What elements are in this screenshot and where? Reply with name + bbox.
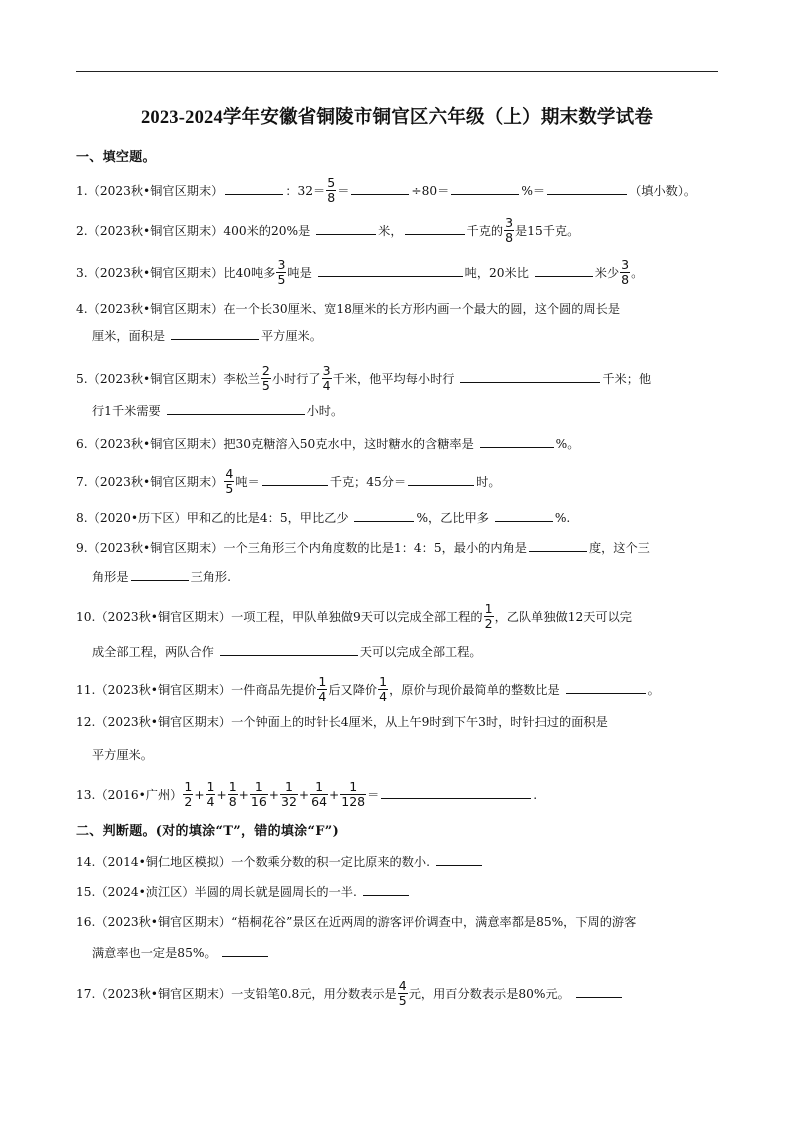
answer-blank[interactable] [529, 537, 587, 552]
question-2: 2.（2023秋•铜官区期末）400米的20%是 米， 千克的 $\frac{3}{8}$ 是15千克。 [76, 215, 580, 245]
fraction: $\frac{1}{128}$ [341, 779, 366, 809]
question-source: （2023秋•铜官区期末） [95, 609, 232, 624]
answer-blank[interactable] [566, 679, 646, 694]
question-source: （2023秋•铜官区期末） [87, 371, 224, 386]
answer-blank[interactable] [405, 220, 465, 235]
fraction: $\frac{1}{2}$ [184, 779, 193, 809]
question-11: 11.（2023秋•铜官区期末）一件商品先提价 $\frac{1}{4}$ 后又降价 $\frac{1}{4}$ ，原价与现价最简单的整数比是 。 [76, 674, 660, 704]
section-true-false-heading: 二、判断题。(对的填涂“T”，错的填涂“F”) [76, 824, 340, 839]
question-9: 9.（2023秋•铜官区期末）一个三角形三个内角度数的比是1：4：5，最小的内角是 度，这个三 [76, 537, 718, 557]
plus-sign: + [238, 787, 249, 802]
fraction: $\frac{4}{5}$ [398, 978, 407, 1008]
question-4-cont: 厘米，面积是 平方厘米。 [92, 325, 322, 345]
question-12-cont: 平方厘米。 [92, 748, 153, 762]
question-1: 1.（2023秋•铜官区期末） ：32＝ $\frac{5}{8}$ ＝ ÷80＝ %＝ （填小数）。 [76, 175, 697, 205]
fraction: $\frac{1}{4}$ [206, 779, 215, 809]
answer-blank[interactable] [480, 433, 554, 448]
fraction: $\frac{2}{5}$ [261, 363, 270, 393]
question-4: 4.（2023秋•铜官区期末）在一个长30厘米、宽18厘米的长方形内画一个最大的圆，这个圆的周长是 [76, 302, 621, 316]
answer-blank[interactable] [436, 851, 482, 866]
question-source: （2023秋•铜官区期末） [87, 223, 224, 238]
question-15: 15.（2024•浈江区）半圆的周长就是圆周长的一半. [76, 881, 718, 901]
fraction: $\frac{1}{16}$ [250, 779, 267, 809]
fraction: $\frac{1}{32}$ [281, 779, 297, 809]
question-12: 12.（2023秋•铜官区期末）一个钟面上的时针长4厘米，从上午9时到下午3时，时针扫过的面积是 [76, 715, 608, 729]
question-14: 14.（2014•铜仁地区模拟）一个数乘分数的积一定比原来的数小. [76, 851, 718, 871]
question-source: （2023秋•铜官区期末） [95, 986, 232, 1001]
answer-blank[interactable] [547, 180, 627, 195]
question-source: （2023秋•铜官区期末） [87, 183, 224, 198]
question-3: 3.（2023秋•铜官区期末）比40吨多 $\frac{3}{5}$ 吨是 吨，20米比 米少 $\frac{3}{8}$ 。 [76, 257, 644, 287]
plus-sign: + [216, 787, 227, 802]
question-source: （2023秋•铜官区期末） [87, 474, 224, 489]
question-9-cont: 角形是 三角形. [92, 566, 231, 586]
question-5: 5.（2023秋•铜官区期末）李松兰 $\frac{2}{5}$ 小时行了 $\frac{3}{4}$ 千米，他平均每小时行 千米；他 [76, 363, 652, 393]
fraction: $\frac{1}{8}$ [228, 779, 237, 809]
fraction: $\frac{1}{64}$ [311, 779, 328, 809]
plus-sign: + [298, 787, 310, 802]
answer-blank[interactable] [225, 180, 283, 195]
answer-blank[interactable] [408, 471, 474, 486]
answer-blank[interactable] [220, 641, 358, 656]
answer-blank[interactable] [354, 507, 414, 522]
answer-blank[interactable] [318, 262, 463, 277]
plus-sign: + [268, 787, 279, 802]
question-13: 13.（2016•广州） $\frac{1}{2}$ + $\frac{1}{4}$ + $\frac{1}{8}$ + $\frac{1}{16}$ + $\frac{1}{32}$ + $\frac{1}{64}$ + $\frac{1}{128}$ ＝ . [76, 779, 538, 809]
answer-blank[interactable] [131, 566, 189, 581]
question-10: 10.（2023秋•铜官区期末）一项工程，甲队单独做9天可以完成全部工程的 $\frac{1}{2}$ ，乙队单独做12天可以完 [76, 601, 632, 631]
answer-blank[interactable] [381, 784, 531, 799]
answer-blank[interactable] [576, 983, 622, 998]
fraction: $\frac{4}{5}$ [225, 466, 234, 496]
fraction: $\frac{3}{8}$ [621, 257, 630, 287]
fraction: $\frac{5}{8}$ [327, 175, 336, 205]
question-source: （2023秋•铜官区期末） [95, 915, 232, 929]
header-rule [76, 71, 718, 72]
question-source: （2023秋•铜官区期末） [87, 541, 224, 555]
fraction: $\frac{1}{4}$ [379, 674, 388, 704]
question-source: （2024•浈江区） [95, 885, 195, 899]
answer-blank[interactable] [316, 220, 376, 235]
fraction: $\frac{3}{5}$ [277, 257, 286, 287]
answer-blank[interactable] [535, 262, 593, 277]
fraction-sum [182, 779, 367, 809]
answer-blank[interactable] [351, 180, 409, 195]
fraction: $\frac{1}{4}$ [318, 674, 327, 704]
question-source: （2023秋•铜官区期末） [87, 265, 224, 280]
answer-blank[interactable] [262, 471, 328, 486]
question-8: 8.（2020•历下区）甲和乙的比是4：5，甲比乙少 %，乙比甲多 %. [76, 507, 718, 527]
question-source: （2020•历下区） [87, 511, 187, 525]
answer-blank[interactable] [363, 881, 409, 896]
question-source: （2014•铜仁地区模拟） [95, 855, 232, 869]
question-source: （2016•广州） [95, 787, 183, 802]
plus-sign: + [194, 787, 205, 802]
question-10-cont: 成全部工程，两队合作 天可以完成全部工程。 [92, 641, 482, 661]
answer-blank[interactable] [495, 507, 553, 522]
question-16-cont: 满意率也一定是85%。 [92, 942, 270, 962]
question-6: 6.（2023秋•铜官区期末）把30克糖溶入50克水中，这时糖水的含糖率是 %。 [76, 433, 718, 453]
fraction: $\frac{3}{8}$ [505, 215, 514, 245]
question-source: （2023秋•铜官区期末） [95, 682, 232, 697]
plus-sign: + [329, 787, 340, 802]
question-number: 1. [76, 183, 88, 198]
fraction: $\frac{3}{4}$ [322, 363, 331, 393]
question-source: （2023秋•铜官区期末） [87, 437, 224, 451]
question-source: （2023秋•铜官区期末） [87, 302, 224, 316]
answer-blank[interactable] [167, 400, 305, 415]
answer-blank[interactable] [171, 325, 259, 340]
question-16: 16.（2023秋•铜官区期末）“梧桐花谷”景区在近两周的游客评价调查中，满意率都是85%，下周的游客 [76, 915, 637, 929]
question-17: 17.（2023秋•铜官区期末）一支铅笔0.8元，用分数表示是 $\frac{4}{5}$ 元，用百分数表示是80%元。 [76, 980, 718, 1000]
answer-blank[interactable] [460, 368, 600, 383]
question-7: 7.（2023秋•铜官区期末） $\frac{4}{5}$ 吨＝ 千克；45分＝ 时。 [76, 466, 501, 496]
section-fill-in-heading: 一、填空题。 [76, 150, 156, 165]
question-5-cont: 行1千米需要 小时。 [92, 400, 343, 420]
exam-title: 2023-2024学年安徽省铜陵市铜官区六年级（上）期末数学试卷 [140, 108, 654, 128]
fraction: $\frac{1}{2}$ [484, 601, 493, 631]
question-source: （2023秋•铜官区期末） [95, 715, 232, 729]
answer-blank[interactable] [451, 180, 519, 195]
answer-blank[interactable] [222, 942, 268, 957]
